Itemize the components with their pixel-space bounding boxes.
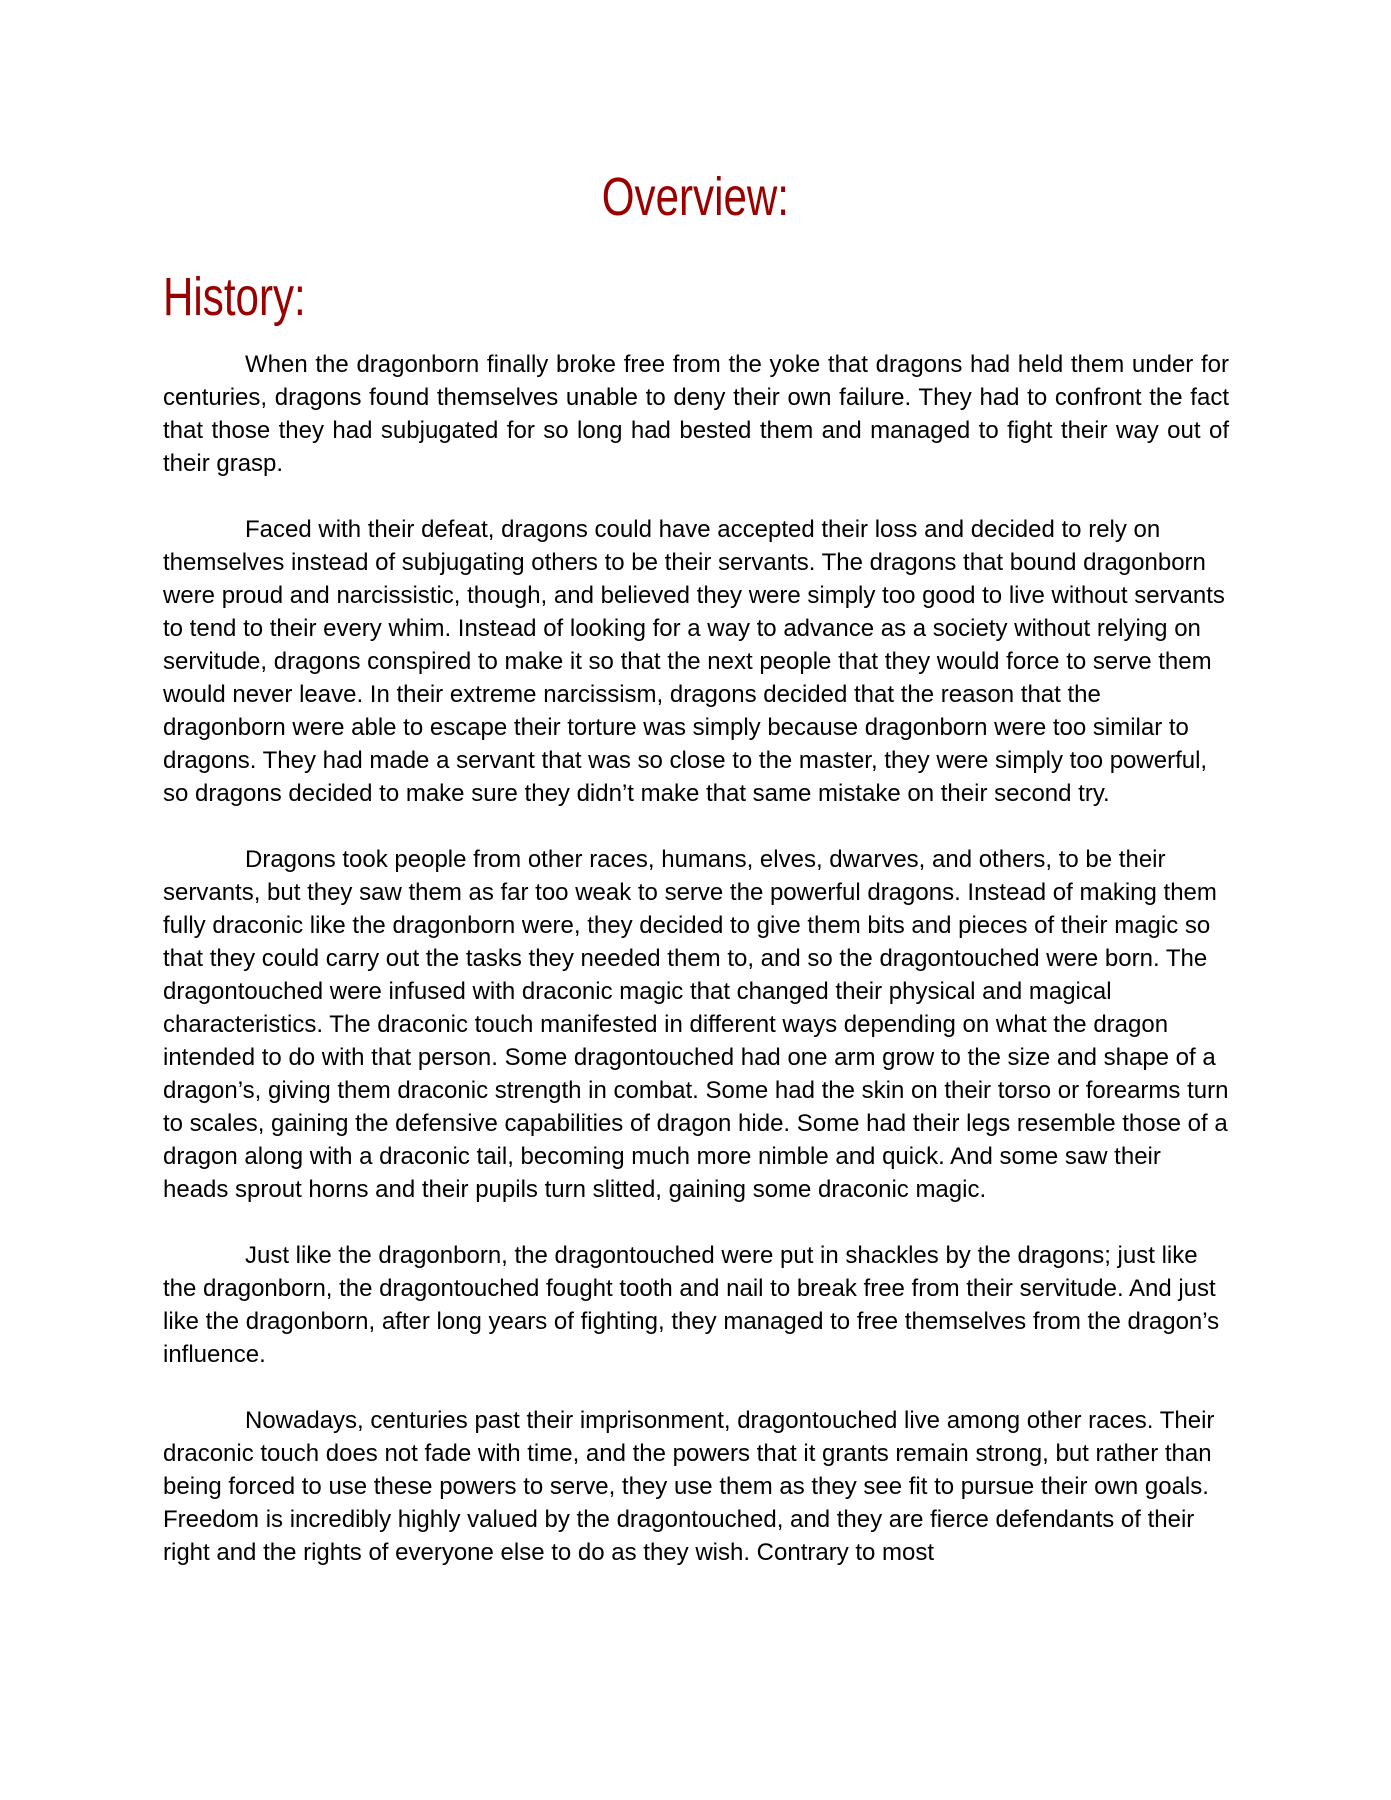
paragraph-2: Faced with their defeat, dragons could have accepted their loss and decided to rely on themselves instead of subjugating others to be their servants. The dragons that bound dragonborn were proud and narcissistic, though, and believed they were simply too good to live without servants to tend to their every whim. Instead of looking for a way to advance as a society without relying on servitude, dragons conspired to make it so that the next people that they would force to serve them would never leave. In their extreme narcissism, dragons decided that the reason that the dragonborn were able to escape their torture was simply because dragonborn were too similar to dragons. They had made a servant that was so close to the master, they were simply too powerful, so dragons decided to make sure they didn’t make that same mistake on their second try. <box>163 516 1225 807</box>
paragraph-1: When the dragonborn finally broke free from the yoke that dragons had held them under for centuries, dragons found themselves unable to deny their own failure. They had to confront the fact that those they had subjugated for so long had bested them and managed to fight their way out of their grasp. <box>163 351 1229 477</box>
page-title: Overview: <box>601 167 790 227</box>
paragraph-3: Dragons took people from other races, humans, elves, dwarves, and others, to be their servants, but they saw them as far too weak to serve the powerful dragons. Instead of making them fully draconic like the dragonborn were, they decided to give them bits and pieces of their magic so that they could carry out the tasks they needed them to, and so the dragontouched were born. The dragontouched were infused with draconic magic that changed their physical and magical characteristics. The draconic touch manifested in different ways depending on what the dragon intended to do with that person. Some dragontouched had one arm grow to the size and shape of a dragon’s, giving them draconic strength in combat. Some had the skin on their torso or forearms turn to scales, gaining the defensive capabilities of dragon hide. Some had their legs resemble those of a dragon along with a draconic tail, becoming much more nimble and quick. And some saw their heads sprout horns and their pupils turn slitted, gaining some draconic magic. <box>163 846 1229 1203</box>
document-body <box>163 348 1229 1602</box>
paragraph-4: Just like the dragonborn, the dragontouched were put in shackles by the dragons; just like the dragonborn, the dragontouched fought tooth and nail to break free from their servitude. And just like the dragonborn, after long years of fighting, they managed to free themselves from the dragon’s influence. <box>163 1242 1220 1368</box>
section-heading-history: History: <box>163 267 306 327</box>
paragraph-5: Nowadays, centuries past their imprisonment, dragontouched live among other races. Their draconic touch does not fade with time, and the powers that it grants remain strong, but rather than being forced to use these powers to serve, they use them as they see fit to pursue their own goals. Freedom is incredibly highly valued by the dragontouched, and they are fierce defendants of their right and the rights of everyone else to do as they wish. Contrary to most <box>163 1407 1215 1566</box>
